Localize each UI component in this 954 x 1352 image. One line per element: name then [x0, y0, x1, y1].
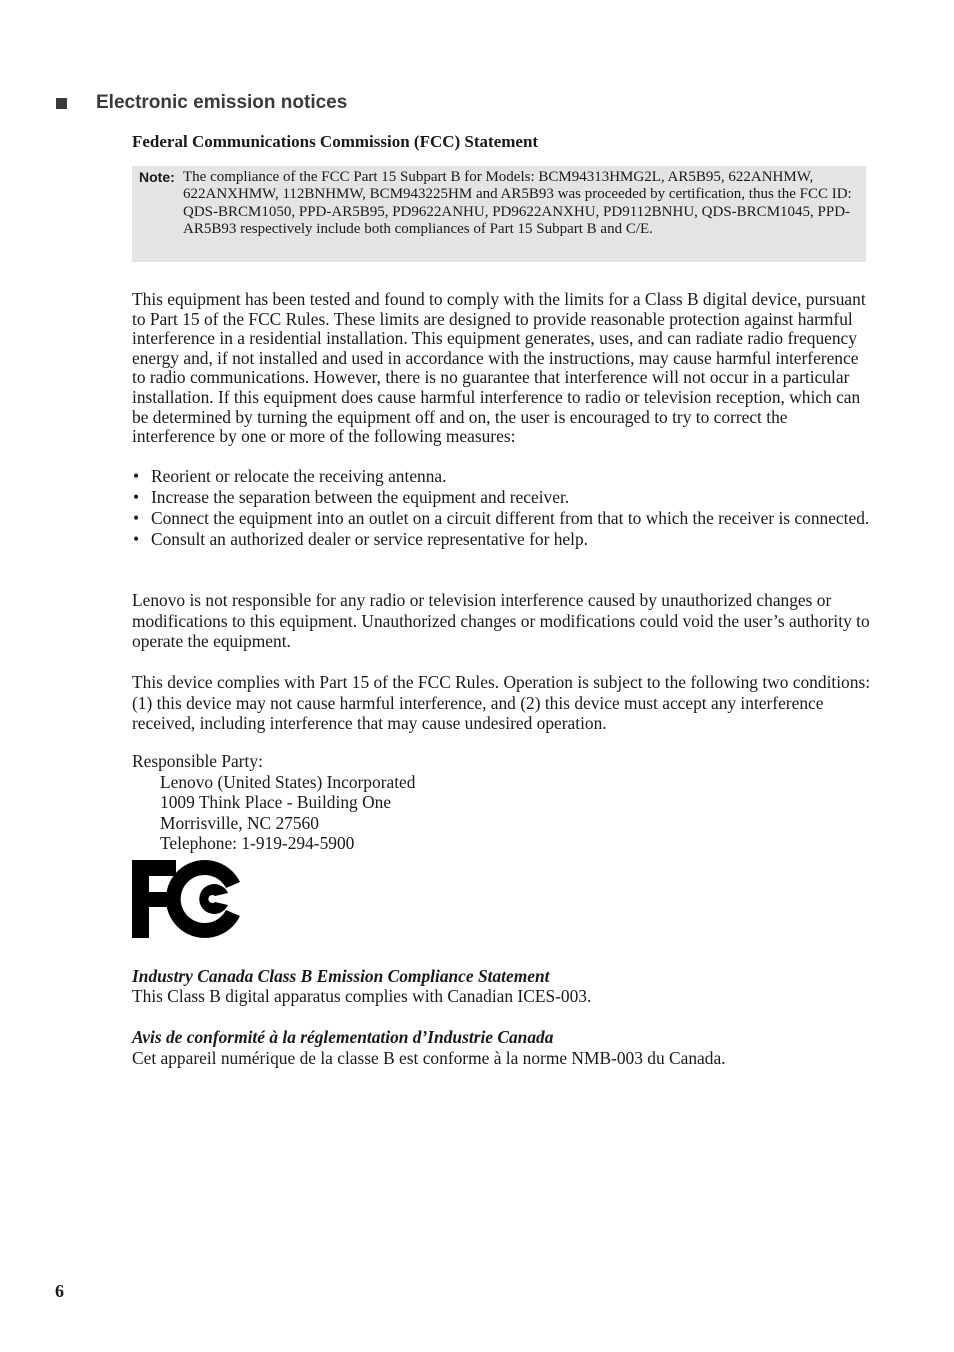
bullet-dot-icon: •	[133, 508, 140, 528]
list-item-text: Consult an authorized dealer or service representative for help.	[151, 529, 588, 549]
list-item	[132, 508, 872, 528]
responsible-party	[132, 751, 415, 854]
section-heading	[56, 92, 347, 114]
bullet-dot-icon: •	[133, 487, 140, 507]
measures-list	[132, 466, 872, 550]
address-line: Telephone: 1-919-294-5900	[160, 833, 355, 854]
address-line: Morrisville, NC 27560	[160, 812, 319, 833]
fcc-paragraph-compliance: This equipment has been tested and found to comply with the limits for a Class B digital device, pursuant to Part 15 of the FCC Rules. These limits are designed to provide reasonable protection against harmful interference in a residential installation. This equipment generates, uses, and can radiate radio frequency energy and, if not installed and used in accordance with the instructions, may cause harmful interference to radio communications. However, there is no guarantee that interference will not occur in a particular installation. If this equipment does cause harmful interference to radio or television reception, which can be determined by turning the equipment off and on, the user is encouraged to try to correct the interference by one or more of the following measures:	[132, 289, 866, 447]
square-bullet-icon	[56, 98, 67, 109]
fcc-statement-title: Federal Communications Commission (FCC) Statement	[132, 132, 539, 151]
list-item	[132, 487, 872, 507]
bullet-dot-icon: •	[133, 529, 140, 549]
note-text: The compliance of the FCC Part 15 Subpart B for Models: BCM94313HMG2L, AR5B95, 622ANHMW, 622ANXHMW, 112BNHMW, BCM943225HM and AR5B93 was proceeded by certification, thus the FCC ID: QDS-BRCM1050, PPD-AR5B95, PD9622ANHU, PD9622ANXHU, PD9112BNHU, QDS-BRCM1045, PPD-AR5B93 respectively include both compliances of Part 15 Subpart B and C/E.	[183, 169, 852, 238]
avis-conformite-title: Avis de conformité à la réglementation d’Industrie Canada	[132, 1027, 554, 1047]
list-item-text: Reorient or relocate the receiving antenna.	[151, 466, 447, 486]
fcc-paragraph-responsibility: Lenovo is not responsible for any radio or television interference caused by unauthorized changes or modifications to this equipment. Unauthorized changes or modifications could void the user’s authority to operate the equipment.	[132, 590, 870, 652]
avis-conformite-text: Cet appareil numérique de la classe B est conforme à la norme NMB-003 du Canada.	[132, 1048, 726, 1068]
bullet-dot-icon: •	[133, 466, 140, 486]
list-item-text: Connect the equipment into an outlet on a circuit different from that to which the receiver is connected.	[151, 508, 870, 528]
note-label: Note:	[139, 169, 175, 185]
note-box	[132, 166, 866, 262]
fcc-logo-c-inner	[199, 884, 228, 914]
address-line: Lenovo (United States) Incorporated	[160, 771, 416, 792]
section-title: Electronic emission notices	[96, 92, 348, 113]
page-number: 6	[55, 1281, 64, 1301]
list-item	[132, 529, 872, 549]
fcc-logo	[130, 858, 246, 940]
fcc-paragraph-conditions: This device complies with Part 15 of the FCC Rules. Operation is subject to the following two conditions: (1) this device may not cause harmful interference, and (2) this device must accept any interference received, including interference that may cause undesired operation.	[132, 672, 871, 734]
address-line: 1009 Think Place - Building One	[160, 792, 392, 813]
industry-canada-title: Industry Canada Class B Emission Compliance Statement	[132, 966, 550, 986]
list-item	[132, 466, 872, 486]
list-item-text: Increase the separation between the equipment and receiver.	[151, 487, 570, 507]
responsible-party-label: Responsible Party:	[132, 751, 263, 771]
industry-canada-text: This Class B digital apparatus complies with Canadian ICES-003.	[132, 986, 592, 1006]
